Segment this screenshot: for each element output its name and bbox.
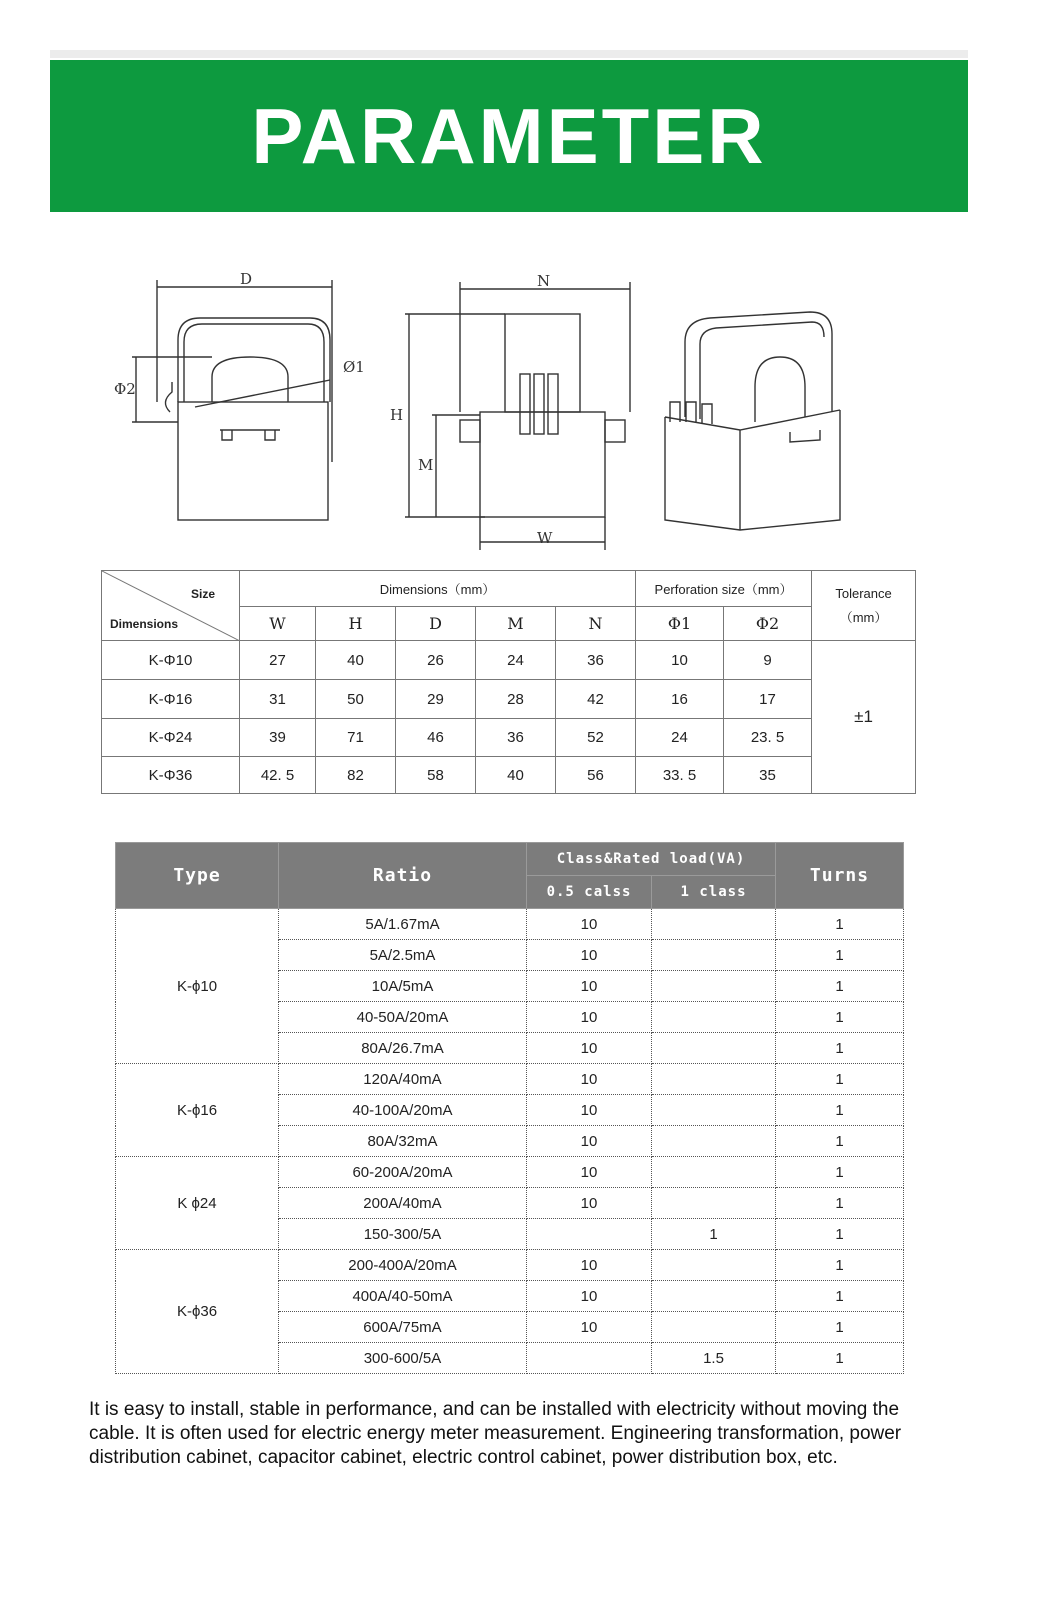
class-05-cell: 10 <box>527 1033 652 1064</box>
perforation-group-header: Perforation size（mm） <box>636 571 812 607</box>
cell: 40 <box>316 641 396 680</box>
cell: 36 <box>476 719 556 757</box>
technical-drawings <box>100 262 940 562</box>
turns-cell: 1 <box>776 1312 904 1343</box>
column-header-h: H <box>316 607 396 641</box>
type-header: Type <box>116 843 279 909</box>
tolerance-unit: （mm） <box>839 609 888 625</box>
table-row <box>116 1157 904 1188</box>
tolerance-label: Tolerance <box>835 585 892 601</box>
tolerance-value: ±1 <box>812 641 916 794</box>
cell: 29 <box>396 680 476 719</box>
turns-header: Turns <box>776 843 904 909</box>
turns-cell: 1 <box>776 971 904 1002</box>
ratio-cell: 600A/75mA <box>279 1312 527 1343</box>
cell: 28 <box>476 680 556 719</box>
top-divider <box>50 50 968 58</box>
dimension-corner-cell <box>102 571 240 641</box>
cell: 35 <box>724 757 812 794</box>
turns-cell: 1 <box>776 1095 904 1126</box>
ratio-cell: 400A/40-50mA <box>279 1281 527 1312</box>
class-05-cell: 10 <box>527 1281 652 1312</box>
drawing-label-n: N <box>537 272 551 290</box>
turns-cell: 1 <box>776 1002 904 1033</box>
class-1-cell <box>652 1312 776 1343</box>
cell: 71 <box>316 719 396 757</box>
class-05-cell: 10 <box>527 1126 652 1157</box>
class-05-cell: 10 <box>527 1157 652 1188</box>
cell: 16 <box>636 680 724 719</box>
class-05-cell: 10 <box>527 1064 652 1095</box>
table-row <box>102 757 916 794</box>
turns-cell: 1 <box>776 1343 904 1374</box>
table-row <box>102 680 916 719</box>
class-05-cell: 10 <box>527 1312 652 1343</box>
tolerance-header <box>812 571 916 641</box>
ratio-cell: 150-300/5A <box>279 1219 527 1250</box>
drawing-label-phi2: Φ2 <box>114 380 136 398</box>
class-05-cell: 10 <box>527 1188 652 1219</box>
class-05-cell <box>527 1343 652 1374</box>
cell: 40 <box>476 757 556 794</box>
turns-cell: 1 <box>776 1064 904 1095</box>
turns-cell: 1 <box>776 1033 904 1064</box>
cell: 42 <box>556 680 636 719</box>
class-05-cell: 10 <box>527 1002 652 1033</box>
ratio-cell: 300-600/5A <box>279 1343 527 1374</box>
class-05-cell: 10 <box>527 1095 652 1126</box>
ratio-cell: 200-400A/20mA <box>279 1250 527 1281</box>
turns-cell: 1 <box>776 1126 904 1157</box>
cell: 9 <box>724 641 812 680</box>
page-title: PARAMETER <box>251 91 767 180</box>
class-1-cell <box>652 940 776 971</box>
ratio-cell: 5A/1.67mA <box>279 909 527 940</box>
ratio-cell: 40-50A/20mA <box>279 1002 527 1033</box>
corner-dimensions-label: Dimensions <box>110 617 179 631</box>
table-row <box>116 909 904 940</box>
perspective-view-drawing <box>665 312 840 530</box>
ratio-cell: 10A/5mA <box>279 971 527 1002</box>
cell: 26 <box>396 641 476 680</box>
front-view-drawing <box>132 280 332 520</box>
class-1-cell <box>652 971 776 1002</box>
class-1-cell <box>652 1188 776 1219</box>
column-header-phi2: Φ2 <box>724 607 812 641</box>
parameter-banner <box>50 60 968 212</box>
class-1-cell <box>652 1002 776 1033</box>
cell: 46 <box>396 719 476 757</box>
cell: 17 <box>724 680 812 719</box>
ratio-cell: 40-100A/20mA <box>279 1095 527 1126</box>
column-header-d: D <box>396 607 476 641</box>
row-name: K-Φ24 <box>102 719 240 757</box>
turns-cell: 1 <box>776 1157 904 1188</box>
table-row <box>116 1250 904 1281</box>
dimension-table <box>101 570 916 794</box>
table-row <box>116 1064 904 1095</box>
class-05-header: 0.5 calss <box>527 876 652 909</box>
turns-cell: 1 <box>776 909 904 940</box>
row-name: K-Φ36 <box>102 757 240 794</box>
corner-size-label: Size <box>190 587 215 601</box>
class-05-cell <box>527 1219 652 1250</box>
product-description: It is easy to install, stable in performance, and can be installed with electricity without moving the cable. It is often used for electric energy meter measurement. Engineering transformation, power distribution cabinet, capacitor cabinet, electric control cabinet, power distribution box, etc. <box>89 1399 902 1468</box>
cell: 42. 5 <box>240 757 316 794</box>
column-header-w: W <box>240 607 316 641</box>
class-1-cell <box>652 1033 776 1064</box>
class-1-cell <box>652 909 776 940</box>
class-05-cell: 10 <box>527 940 652 971</box>
class-1-cell <box>652 1064 776 1095</box>
cell: 52 <box>556 719 636 757</box>
turns-cell: 1 <box>776 1188 904 1219</box>
cell: 50 <box>316 680 396 719</box>
turns-cell: 1 <box>776 1281 904 1312</box>
ratio-cell: 80A/32mA <box>279 1126 527 1157</box>
drawing-label-phi1: Ø1 <box>343 358 365 376</box>
turns-cell: 1 <box>776 940 904 971</box>
cell: 82 <box>316 757 396 794</box>
cell: 23. 5 <box>724 719 812 757</box>
drawing-label-h: H <box>390 406 404 424</box>
table-row <box>102 719 916 757</box>
table-row <box>102 641 916 680</box>
cell: 27 <box>240 641 316 680</box>
type-cell: K-ϕ16 <box>116 1064 279 1157</box>
cell: 36 <box>556 641 636 680</box>
class-load-header: Class&Rated load(VA) <box>527 843 776 876</box>
cell: 24 <box>476 641 556 680</box>
side-view-drawing <box>405 282 630 550</box>
class-1-cell: 1 <box>652 1219 776 1250</box>
ratio-cell: 60-200A/20mA <box>279 1157 527 1188</box>
cell: 31 <box>240 680 316 719</box>
drawing-label-m: M <box>418 456 434 474</box>
drawing-label-w: W <box>537 529 553 547</box>
class-05-cell: 10 <box>527 971 652 1002</box>
turns-cell: 1 <box>776 1219 904 1250</box>
dimensions-group-header: Dimensions（mm） <box>240 571 636 607</box>
class-1-header: 1 class <box>652 876 776 909</box>
ratio-cell: 80A/26.7mA <box>279 1033 527 1064</box>
cell: 58 <box>396 757 476 794</box>
class-1-cell <box>652 1157 776 1188</box>
ratio-cell: 200A/40mA <box>279 1188 527 1219</box>
class-1-cell <box>652 1095 776 1126</box>
cell: 24 <box>636 719 724 757</box>
column-header-phi1: Φ1 <box>636 607 724 641</box>
cell: 33. 5 <box>636 757 724 794</box>
row-name: K-Φ10 <box>102 641 240 680</box>
class-1-cell <box>652 1126 776 1157</box>
row-name: K-Φ16 <box>102 680 240 719</box>
ratio-header: Ratio <box>279 843 527 909</box>
turns-cell: 1 <box>776 1250 904 1281</box>
class-05-cell: 10 <box>527 909 652 940</box>
ratio-cell: 120A/40mA <box>279 1064 527 1095</box>
type-cell: K ϕ24 <box>116 1157 279 1250</box>
drawing-label-d: D <box>240 270 253 288</box>
class-1-cell: 1.5 <box>652 1343 776 1374</box>
class-1-cell <box>652 1281 776 1312</box>
type-cell: K-ϕ10 <box>116 909 279 1064</box>
column-header-m: M <box>476 607 556 641</box>
cell: 56 <box>556 757 636 794</box>
ratio-table <box>115 842 904 1374</box>
cell: 10 <box>636 641 724 680</box>
ratio-cell: 5A/2.5mA <box>279 940 527 971</box>
column-header-n: N <box>556 607 636 641</box>
class-05-cell: 10 <box>527 1250 652 1281</box>
class-1-cell <box>652 1250 776 1281</box>
cell: 39 <box>240 719 316 757</box>
type-cell: K-ϕ36 <box>116 1250 279 1374</box>
